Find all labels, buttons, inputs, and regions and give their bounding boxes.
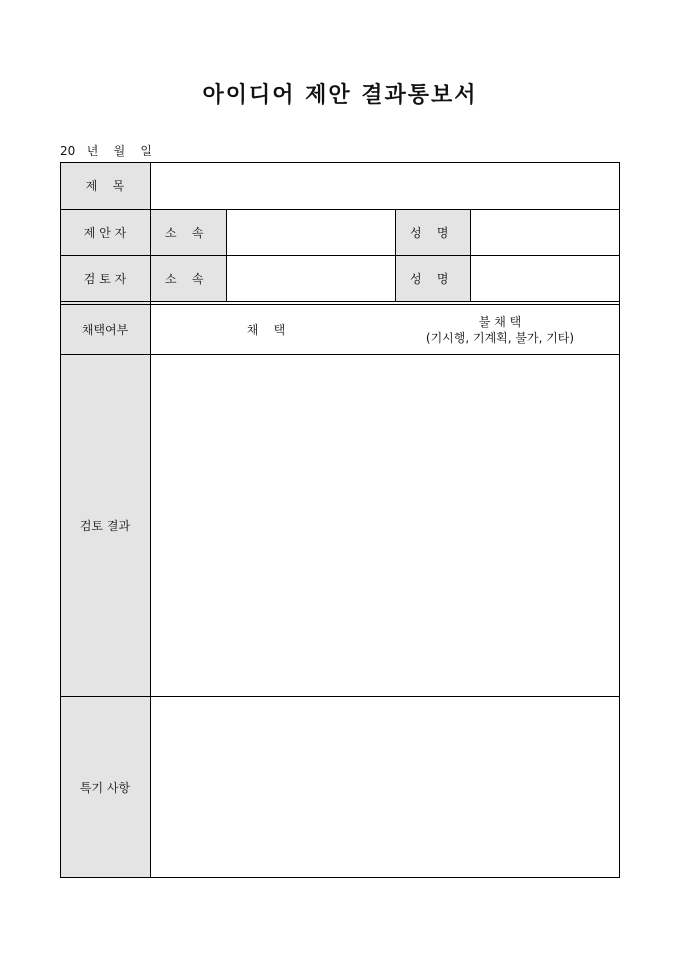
subject-field[interactable]: [151, 162, 619, 209]
proposer-name-field[interactable]: [471, 209, 619, 255]
date-line: 20 년 월 일: [60, 144, 153, 158]
proposer-label: 제 안 자: [83, 225, 127, 240]
reviewer-label: 검 토 자: [83, 271, 127, 286]
rejected-reasons: (기시행, 기계획, 불가, 기타): [425, 330, 575, 345]
reviewer-name-field[interactable]: [471, 255, 619, 301]
reviewer-affiliation-field[interactable]: [227, 255, 395, 301]
rejected-option-label: 불 채 택: [478, 314, 522, 329]
form-border-bottom: [60, 877, 620, 878]
special-notes-label: 특기 사항: [79, 780, 131, 795]
subject-label: 제 목: [85, 179, 125, 193]
result-form: [60, 162, 620, 878]
proposer-affiliation-field[interactable]: [227, 209, 395, 255]
special-notes-field[interactable]: [151, 697, 619, 877]
review-result-field[interactable]: [151, 355, 619, 696]
reviewer-affiliation-label: 소 속: [165, 271, 204, 286]
adoption-label: 채택여부: [81, 323, 129, 337]
rejected-option[interactable]: [381, 305, 619, 354]
review-result-label: 검토 결과: [79, 519, 131, 533]
form-border-right: [619, 162, 620, 878]
proposer-name-label: 성 명: [410, 225, 449, 240]
proposer-affiliation-label: 소 속: [165, 225, 204, 240]
row-divider: [60, 301, 620, 302]
reviewer-name-label: 성 명: [410, 271, 449, 286]
document-title: 아이디어 제안 결과통보서: [202, 82, 478, 108]
adopted-option[interactable]: 채 택: [246, 323, 286, 337]
